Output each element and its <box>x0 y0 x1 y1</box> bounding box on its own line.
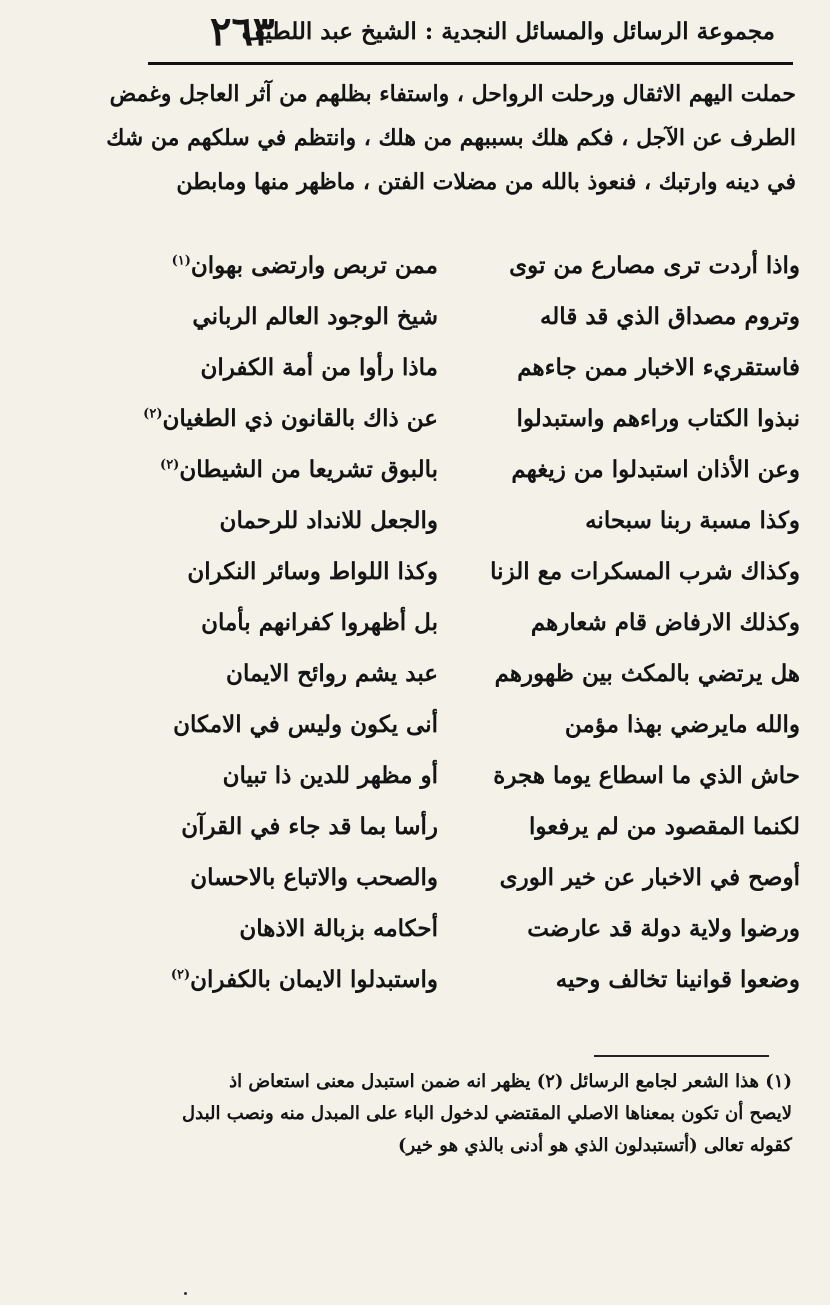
verse-second-hemistich <box>118 954 438 1005</box>
verse-second-hemistich <box>118 342 438 393</box>
verse-second-hemistich <box>118 597 438 648</box>
verse-second-hemistich <box>118 444 438 495</box>
poem-verse <box>118 750 800 801</box>
verse-second-hemistich-text: أنى يكون وليس في الامكان <box>173 711 438 738</box>
poem-verse <box>118 393 800 444</box>
poem-verse <box>118 954 800 1005</box>
verse-second-hemistich <box>118 495 438 546</box>
prose-line: حملت اليهم الاثقال ورحلت الرواحل ، واستفاء بظلهم من آثر العاجل وغمض <box>109 81 796 107</box>
footnote-marker: (١) <box>171 253 191 269</box>
verse-second-hemistich <box>118 801 438 852</box>
verse-first-hemistich: هل يرتضي بالمكث بين ظهورهم <box>494 660 800 687</box>
verse-second-hemistich-text: عن ذاك بالقانون ذي الطغيان <box>162 405 438 432</box>
verse-first-hemistich: والله مايرضي بهذا مؤمن <box>564 711 800 738</box>
verse-first-hemistich: نبذوا الكتاب وراءهم واستبدلوا <box>516 405 800 432</box>
footnote-marker: (٢) <box>170 967 191 983</box>
verse-first-hemistich: لكنما المقصود من لم يرفعوا <box>529 813 800 840</box>
page-number: ٢٦٣ <box>210 8 275 55</box>
verse-second-hemistich <box>118 291 438 342</box>
verse-second-hemistich-text: بل أظهروا كفرانهم بأمان <box>201 609 438 636</box>
poem-verse <box>118 699 800 750</box>
verse-first-hemistich: وكذاك شرب المسكرات مع الزنا <box>490 558 800 585</box>
footnote-line: (١) هذا الشعر لجامع الرسائل (٢) يظهر انه ضمن استبدل معنى استعاض اذ <box>229 1071 792 1092</box>
verse-second-hemistich-text: أو مظهر للدين ذا تبيان <box>222 762 438 789</box>
verse-first-hemistich: فاستقريء الاخبار ممن جاءهم <box>517 354 800 381</box>
verse-first-hemistich: وكذلك الارفاض قام شعارهم <box>530 609 800 636</box>
poem-verse <box>118 852 800 903</box>
footnote-rule <box>594 1055 769 1057</box>
poem-verse <box>118 597 800 648</box>
verse-second-hemistich <box>118 393 438 444</box>
poem <box>118 240 800 1005</box>
verse-first-hemistich: واذا أردت ترى مصارع من توى <box>509 252 800 279</box>
prose-line: الطرف عن الآجل ، فكم هلك بسببهم من هلك ، وانتظم في سلكهم من شك <box>106 125 796 151</box>
verse-second-hemistich-text: عبد يشم روائح الايمان <box>226 660 438 687</box>
poem-verse <box>118 291 800 342</box>
footnote-line: كقوله تعالى (أتستبدلون الذي هو أدنى بالذي هو خير) <box>398 1135 792 1156</box>
footnote-marker: (٢) <box>160 457 180 473</box>
poem-verse <box>118 444 800 495</box>
verse-second-hemistich-text: ماذا رأوا من أمة الكفران <box>200 354 438 381</box>
footnote-line: لايصح أن تكون بمعناها الاصلي المقتضي لدخول الباء على المبدل منه ونصب البدل <box>182 1103 792 1124</box>
prose-paragraph <box>100 72 796 204</box>
poem-verse <box>118 801 800 852</box>
prose-line: في دينه وارتبك ، فنعوذ بالله من مضلات الفتن ، ماظهر منها ومابطن <box>176 169 796 195</box>
poem-verse <box>118 648 800 699</box>
verse-second-hemistich-text: رأسا بما قد جاء في القرآن <box>181 813 438 840</box>
poem-verse <box>118 342 800 393</box>
verse-second-hemistich-text: شيخ الوجود العالم الرباني <box>192 303 438 330</box>
verse-first-hemistich: وتروم مصداق الذي قد قاله <box>539 303 800 330</box>
running-title: مجموعة الرسائل والمسائل النجدية : الشيخ عبد اللطيف <box>241 18 775 45</box>
footnotes <box>112 1066 792 1162</box>
page-speck <box>184 1292 187 1295</box>
poem-verse <box>118 495 800 546</box>
verse-second-hemistich <box>118 699 438 750</box>
verse-second-hemistich <box>118 903 438 954</box>
verse-first-hemistich: أوصح في الاخبار عن خير الورى <box>499 864 800 891</box>
verse-second-hemistich-text: ممن تربص وارتضى بهوان <box>190 252 438 279</box>
verse-second-hemistich-text: أحكامه بزبالة الاذهان <box>239 915 438 942</box>
verse-first-hemistich: ورضوا ولاية دولة قد عارضت <box>527 915 800 942</box>
verse-second-hemistich-text: وكذا اللواط وسائر النكران <box>187 558 438 585</box>
verse-second-hemistich <box>118 546 438 597</box>
header-rule <box>148 62 793 65</box>
poem-verse <box>118 903 800 954</box>
verse-second-hemistich-text: واستبدلوا الايمان بالكفران <box>190 966 438 993</box>
verse-first-hemistich: وضعوا قوانينا تخالف وحيه <box>555 966 800 993</box>
poem-verse <box>118 546 800 597</box>
footnote-marker: (٢) <box>143 406 163 422</box>
verse-second-hemistich-text: والصحب والاتباع بالاحسان <box>190 864 438 891</box>
verse-first-hemistich: حاش الذي ما اسطاع يوما هجرة <box>493 762 800 789</box>
verse-second-hemistich <box>118 648 438 699</box>
page-header <box>150 8 775 56</box>
verse-second-hemistich <box>118 852 438 903</box>
verse-second-hemistich <box>118 240 438 291</box>
poem-verse <box>118 240 800 291</box>
verse-first-hemistich: وعن الأذان استبدلوا من زيغهم <box>511 456 800 483</box>
verse-second-hemistich <box>118 750 438 801</box>
verse-second-hemistich-text: والجعل للانداد للرحمان <box>219 507 438 534</box>
verse-second-hemistich-text: بالبوق تشريعا من الشيطان <box>179 456 438 483</box>
verse-first-hemistich: وكذا مسبة ربنا سبحانه <box>585 507 800 534</box>
